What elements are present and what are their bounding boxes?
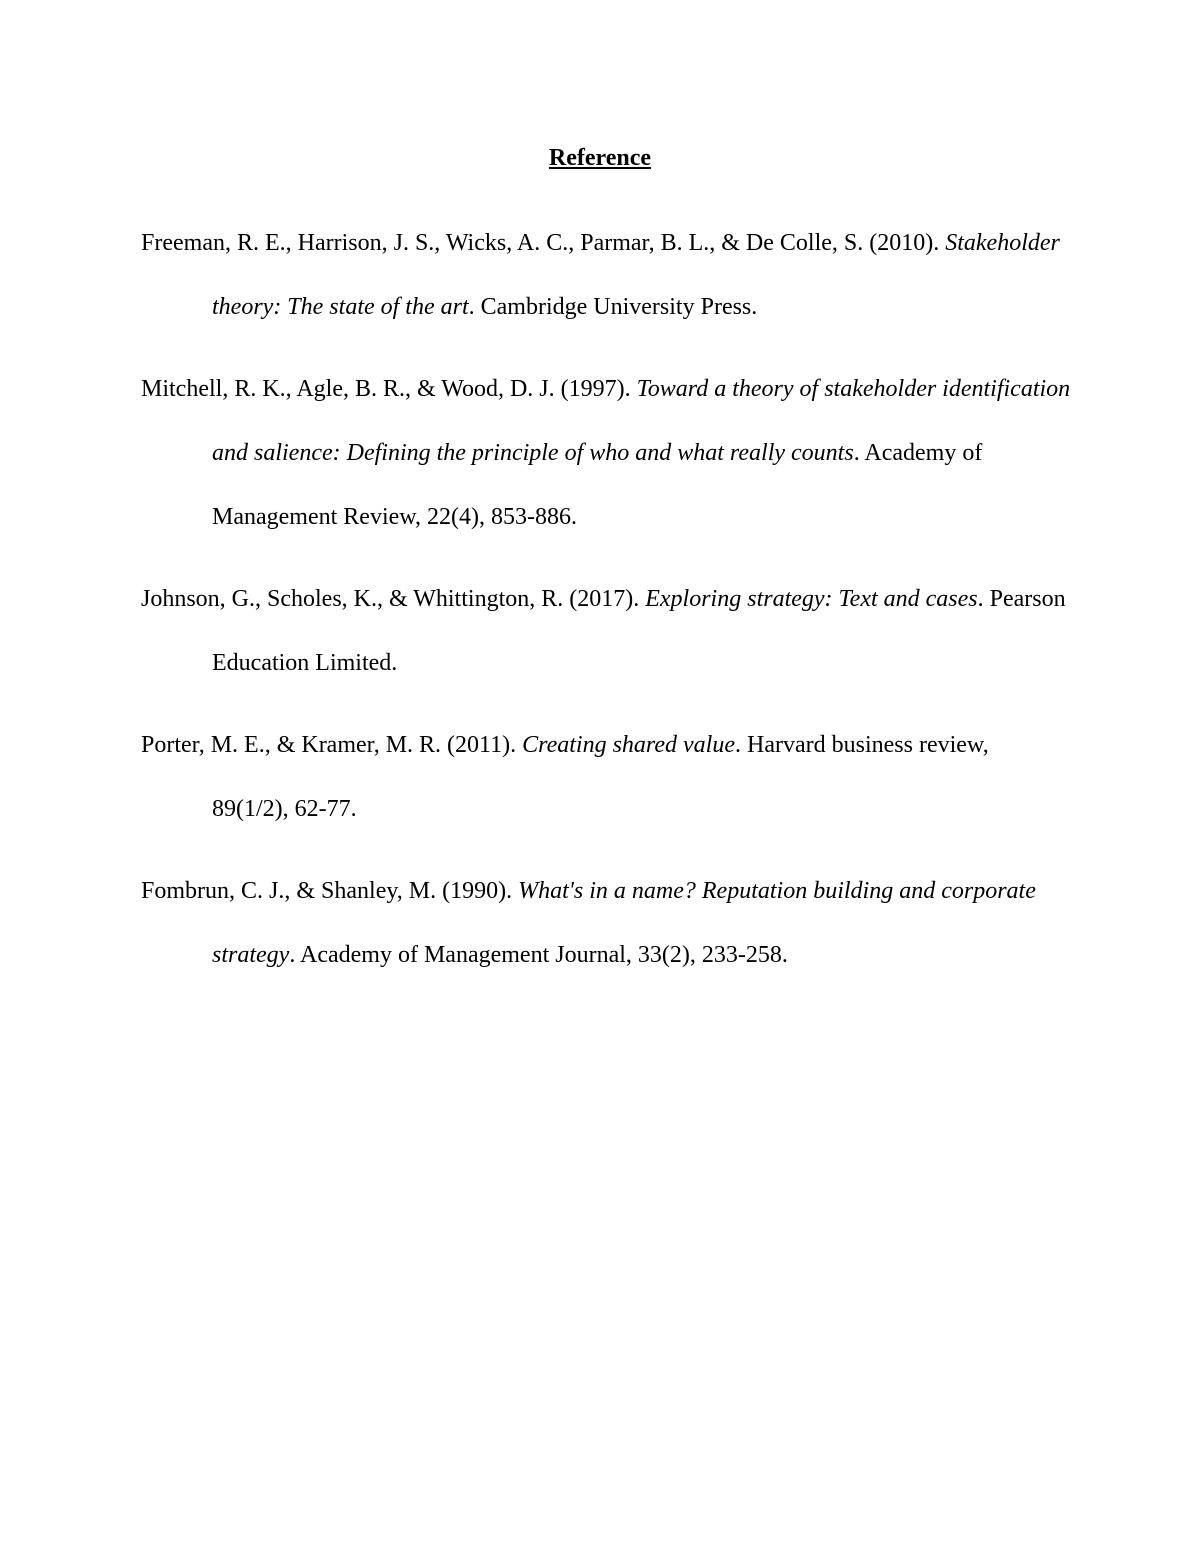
reference-authors: Freeman, R. E., Harrison, J. S., Wicks, A. C., Parmar, B. L., & De Colle, S. (2010). — [141, 230, 946, 256]
reference-entry — [141, 211, 1071, 339]
reference-title: Creating shared value — [522, 732, 735, 758]
reference-authors: Johnson, G., Scholes, K., & Whittington, R. (2017). — [141, 586, 646, 612]
reference-source: . Academy of Management Journal, 33(2), 233-258. — [289, 942, 788, 968]
reference-title: Stakeholder theory: The state of the art — [212, 230, 1060, 320]
reference-heading: Reference — [548, 145, 652, 171]
reference-title: Exploring strategy: Text and cases — [645, 586, 978, 612]
reference-source: . Pearson Education Limited. — [212, 586, 1066, 676]
reference-title: What's in a name? Reputation building and corporate strategy — [212, 878, 1036, 968]
reference-source: . Academy of Management Review, 22(4), 853-886. — [212, 440, 983, 530]
reference-entry — [141, 567, 1071, 695]
reference-authors: Mitchell, R. K., Agle, B. R., & Wood, D. J. (1997). — [141, 376, 637, 402]
reference-source: . Harvard business review, 89(1/2), 62-77. — [212, 732, 989, 822]
reference-entry — [141, 859, 1071, 987]
reference-source: . Cambridge University Press. — [468, 294, 758, 320]
reference-list — [141, 211, 1071, 1005]
reference-entry — [141, 713, 1071, 841]
reference-entry — [141, 357, 1071, 549]
reference-authors: Fombrun, C. J., & Shanley, M. (1990). — [141, 878, 519, 904]
reference-authors: Porter, M. E., & Kramer, M. R. (2011). — [141, 732, 523, 758]
reference-title: Toward a theory of stakeholder identification and salience: Defining the principle of who and what really counts — [212, 376, 1071, 466]
